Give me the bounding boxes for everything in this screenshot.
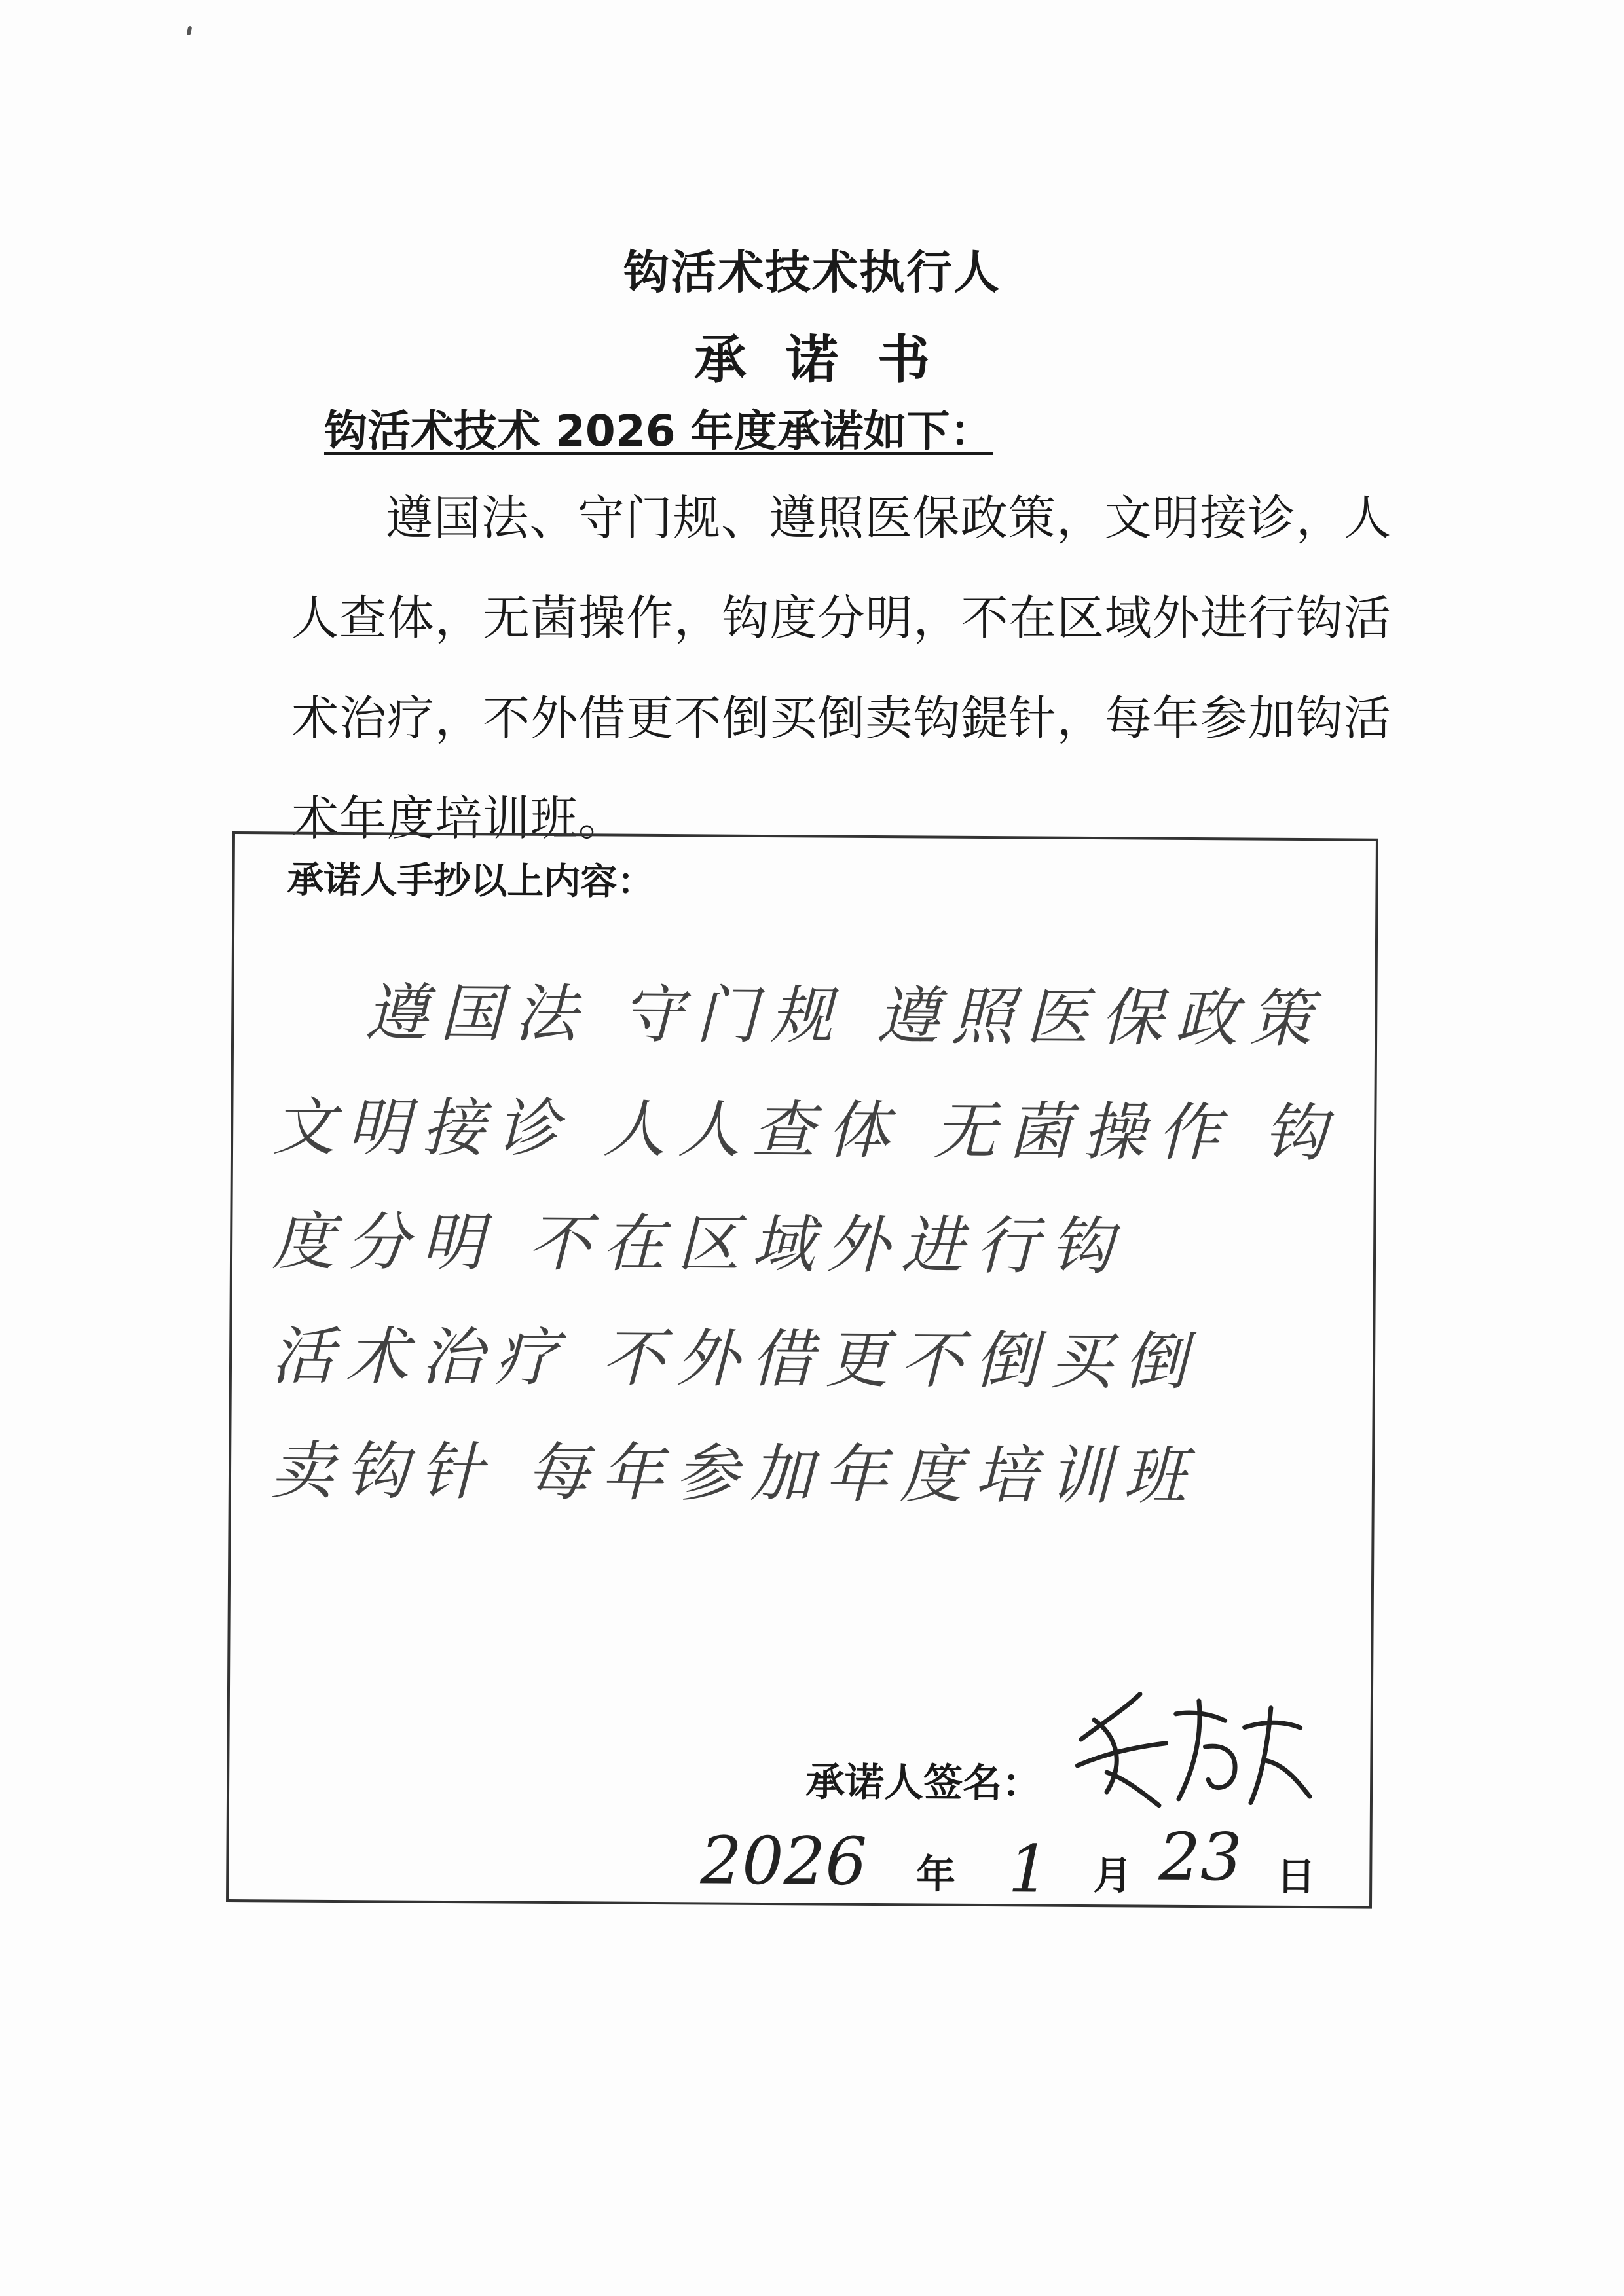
handcopy-box [226, 831, 1378, 1909]
handwritten-line: 活术治疗 不外借更不倒买倒 [270, 1319, 1199, 1399]
date-year-unit: 年 [916, 1851, 956, 1898]
handwritten-line: 遵国法 守门规 遵照医保政策 [364, 976, 1325, 1056]
handwritten-line: 文明接诊 人人查体 无菌操作 钩 [272, 1090, 1339, 1171]
scan-speck [187, 26, 193, 36]
document-title: 钩活术技术执行人 [623, 246, 1001, 299]
signature-label: 承诺人签名： [805, 1759, 1042, 1807]
commitment-intro: 钩活术技术 2026 年度承诺如下： [324, 406, 993, 456]
document-subtitle: 承诺书 [694, 329, 969, 390]
handwritten-copy [270, 955, 1339, 1535]
handwritten-signature [1067, 1681, 1317, 1813]
commitment-body: 遵国法、守门规、遵照医保政策，文明接诊，人人查体，无菌操作，钩度分明，不在区域外进行钩活术治疗，不外借更不倒买倒卖钩鍉针，每年参加钩活术年度培训班。 [291, 490, 1392, 846]
date-day-handwritten: 23 [1158, 1818, 1243, 1896]
date-row [700, 1818, 1356, 1918]
date-day-unit: 日 [1276, 1853, 1316, 1901]
handwritten-line: 度分明 不在区域外进行钩 [271, 1205, 1126, 1284]
date-month-handwritten: 1 [1007, 1831, 1050, 1908]
date-month-unit: 月 [1093, 1853, 1133, 1899]
date-year-handwritten: 2026 [700, 1822, 868, 1900]
handwritten-line: 卖钩针 每年参加年度培训班 [270, 1434, 1198, 1514]
handcopy-label: 承诺人手抄以上内容： [287, 858, 654, 903]
